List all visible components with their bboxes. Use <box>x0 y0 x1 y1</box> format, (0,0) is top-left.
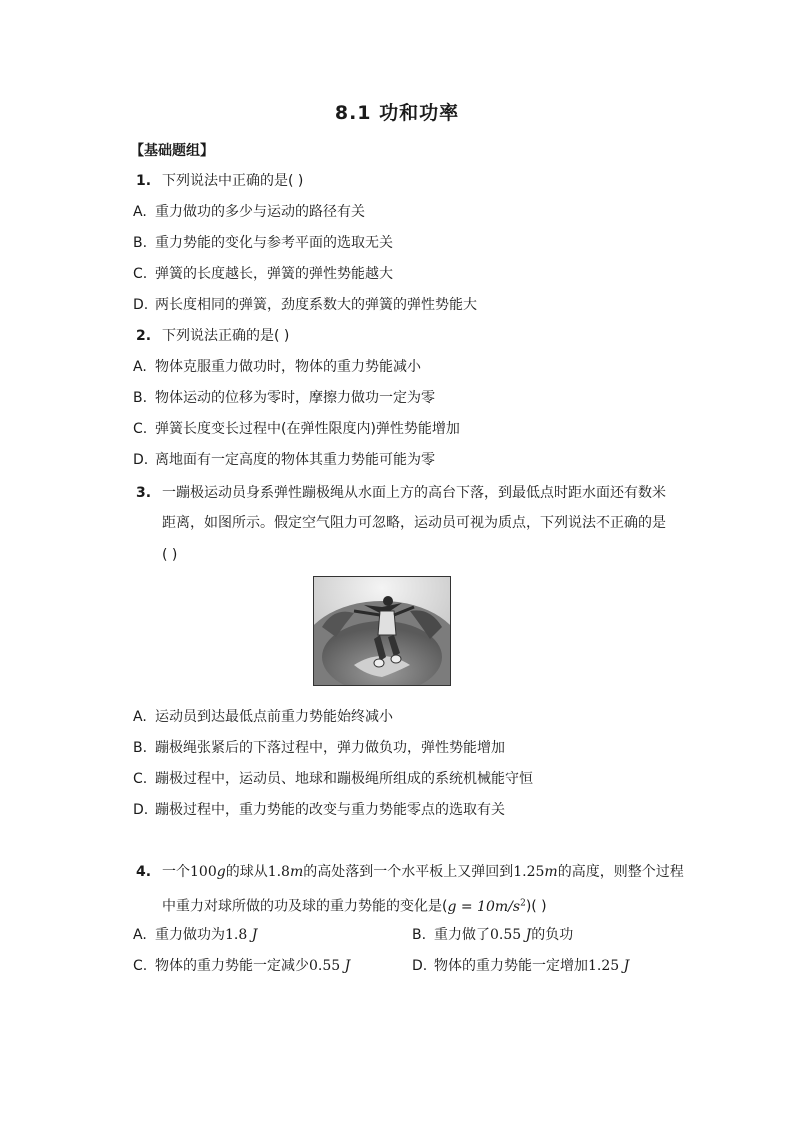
question-3-option-c <box>133 770 533 788</box>
option-text: 弹簧的长度越长，弹簧的弹性势能越大 <box>155 266 393 282</box>
bungee-photo-illustration <box>314 577 450 685</box>
option-letter: C. <box>133 958 148 974</box>
option-letter: D. <box>133 452 149 468</box>
option-letter: C. <box>133 421 148 437</box>
question-4-option-d <box>412 957 629 975</box>
height-2-value: 1.25 <box>513 864 545 880</box>
option-letter: D. <box>412 958 428 974</box>
question-text: 下列说法正确的是( ) <box>162 328 290 344</box>
height-1-value: 1.8 <box>267 864 290 880</box>
question-1-option-d <box>133 296 477 314</box>
question-1-stem <box>136 172 303 190</box>
option-text: 重力做了 <box>434 927 490 943</box>
question-1-option-a <box>133 203 365 221</box>
option-unit: J <box>251 927 258 943</box>
question-2-stem <box>136 327 289 345</box>
question-3-stem-line-3: ( ) <box>162 547 178 563</box>
question-text: 的球从 <box>225 864 268 880</box>
option-text: 物体克服重力做功时，物体的重力势能减小 <box>155 359 421 375</box>
option-text: 重力做功为 <box>155 927 225 943</box>
question-4-stem-line-1 <box>136 863 684 881</box>
question-text: 下列说法中正确的是( ) <box>162 173 304 189</box>
option-text: 蹦极绳张紧后的下落过程中，弹力做负功，弹性势能增加 <box>155 740 505 756</box>
bungee-jumper-photo <box>313 576 451 686</box>
option-letter: C. <box>133 771 148 787</box>
question-3-option-b <box>133 739 505 757</box>
option-unit: J <box>525 927 532 943</box>
option-text: 蹦极过程中，运动员、地球和蹦极绳所组成的系统机械能守恒 <box>155 771 533 787</box>
height-unit: m <box>544 864 558 880</box>
gravity-value: g = 10 <box>447 898 495 915</box>
option-text: 的负功 <box>531 927 574 943</box>
option-letter: C. <box>133 266 148 282</box>
mass-unit: g <box>216 864 226 880</box>
question-text: 中重力对球所做的功及球的重力势能的变化是( <box>162 898 448 915</box>
gravity-unit: m/s <box>494 898 521 915</box>
option-unit: J <box>344 958 351 974</box>
question-text: 一个 <box>162 864 190 880</box>
section-heading: 【基础题组】 <box>130 143 214 159</box>
option-value: 1.25 <box>588 958 620 974</box>
question-3-stem-line-2: 距离，如图所示。假定空气阻力可忽略，运动员可视为质点，下列说法不正确的是 <box>162 515 666 531</box>
option-text: 两长度相同的弹簧，劲度系数大的弹簧的弹性势能大 <box>155 297 477 313</box>
option-text: 蹦极过程中，重力势能的改变与重力势能零点的选取有关 <box>155 802 505 818</box>
question-number: 1. <box>136 173 152 189</box>
question-text: 的高处落到一个水平板上又弹回到 <box>303 864 514 880</box>
option-letter: B. <box>412 927 427 943</box>
option-text: 弹簧长度变长过程中(在弹性限度内)弹性势能增加 <box>155 421 460 437</box>
question-text: 一蹦极运动员身系弹性蹦极绳从水面上方的高台下落，到最低点时距水面还有数米 <box>162 485 666 501</box>
option-letter: A. <box>133 204 147 220</box>
page-title: 8.1 功和功率 <box>334 102 460 124</box>
question-2-option-a <box>133 358 421 376</box>
question-2-option-d <box>133 451 435 469</box>
option-text: 物体运动的位移为零时，摩擦力做功一定为零 <box>155 390 435 406</box>
option-text: 物体的重力势能一定减少 <box>155 958 309 974</box>
question-4-option-c <box>133 957 350 975</box>
question-4-stem-line-2 <box>162 894 547 916</box>
option-value: 0.55 <box>309 958 341 974</box>
question-number: 3. <box>136 485 152 501</box>
gravity-exponent: 2 <box>520 898 526 908</box>
question-4-option-a <box>133 926 257 944</box>
option-letter: D. <box>133 297 149 313</box>
option-text: 物体的重力势能一定增加 <box>434 958 588 974</box>
option-letter: A. <box>133 359 147 375</box>
mass-value: 100 <box>190 864 217 880</box>
option-letter: B. <box>133 235 148 251</box>
option-letter: D. <box>133 802 149 818</box>
option-unit: J <box>623 958 630 974</box>
option-letter: B. <box>133 390 148 406</box>
option-value: 0.55 <box>490 927 522 943</box>
question-1-option-b <box>133 234 393 252</box>
height-unit: m <box>289 864 304 880</box>
gravity-expression <box>447 899 525 915</box>
option-text: 离地面有一定高度的物体其重力势能可能为零 <box>155 452 435 468</box>
question-4-option-b <box>412 926 573 944</box>
question-number: 2. <box>136 328 152 344</box>
option-text: 重力势能的变化与参考平面的选取无关 <box>155 235 393 251</box>
question-2-option-b <box>133 389 435 407</box>
option-letter: A. <box>133 709 147 725</box>
question-text: )( ) <box>525 898 547 915</box>
question-3-stem-line-1 <box>136 484 666 502</box>
question-1-option-c <box>133 265 393 283</box>
option-letter: A. <box>133 927 147 943</box>
question-number: 4. <box>136 864 152 880</box>
question-text: 的高度，则整个过程 <box>557 864 684 880</box>
option-value: 1.8 <box>225 927 248 943</box>
question-3-option-a <box>133 708 393 726</box>
option-letter: B. <box>133 740 148 756</box>
question-2-option-c <box>133 420 460 438</box>
option-text: 运动员到达最低点前重力势能始终减小 <box>155 709 393 725</box>
option-text: 重力做功的多少与运动的路径有关 <box>155 204 365 220</box>
question-3-option-d <box>133 801 505 819</box>
